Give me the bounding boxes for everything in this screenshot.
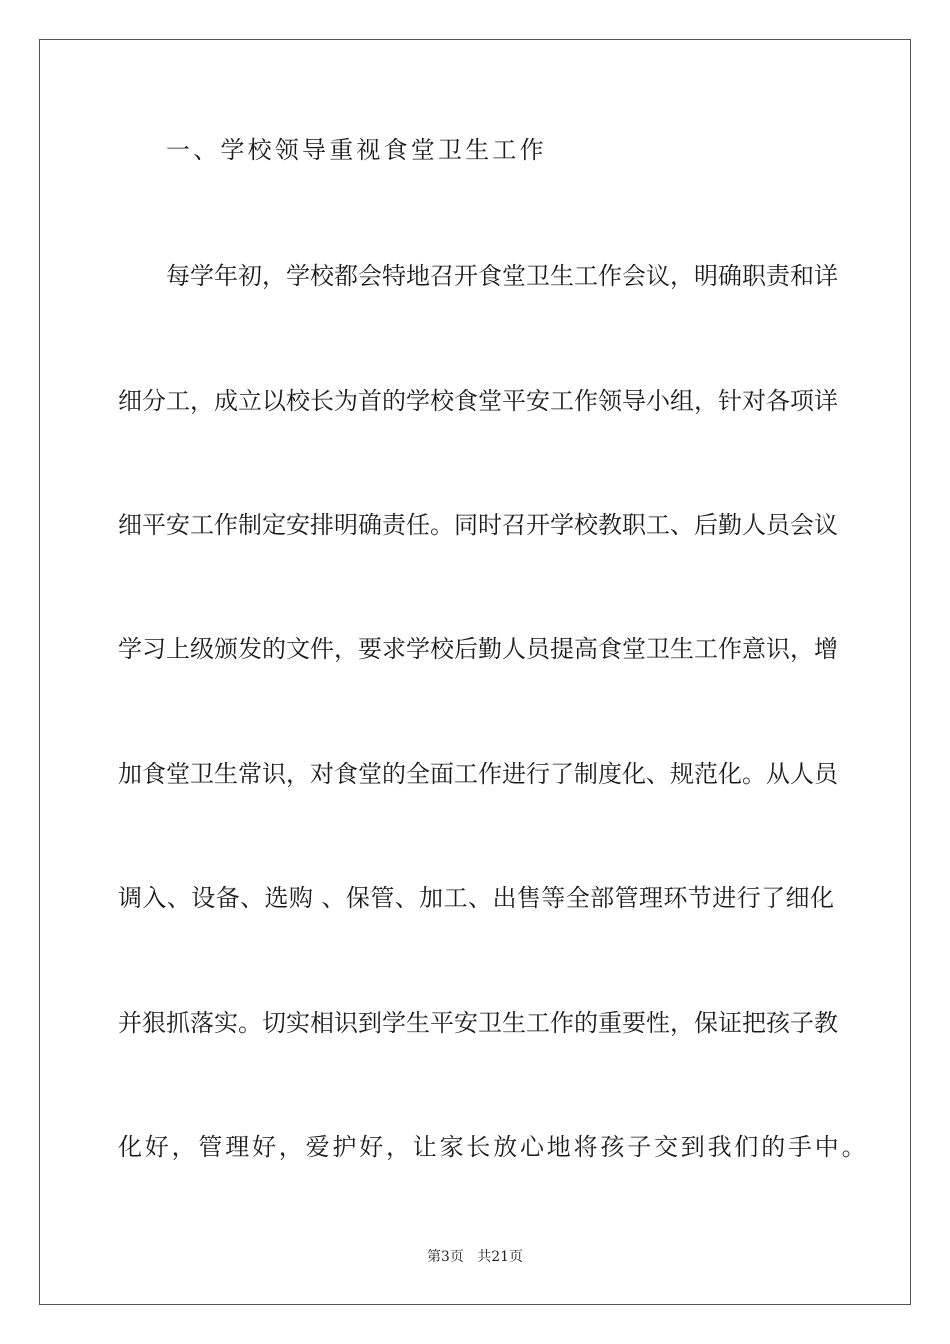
section-heading: 一、学校领导重视食堂卫生工作 xyxy=(166,136,547,164)
page-border xyxy=(39,39,911,1305)
page-number: 第3页 xyxy=(426,1249,464,1265)
paragraph-line: 并狠抓落实。切实相识到学生平安卫生工作的重要性，保证把孩子教 xyxy=(118,1009,838,1037)
paragraph-line: 细分工，成立以校长为首的学校食堂平安工作领导小组，针对各项详 xyxy=(118,387,838,415)
paragraph-line: 学习上级颁发的文件，要求学校后勤人员提高食堂卫生工作意识，增 xyxy=(118,635,838,663)
paragraph-line: 化好，管理好，爱护好，让家长放心地将孩子交到我们的手中。 xyxy=(118,1133,869,1161)
total-pages: 共21页 xyxy=(477,1249,524,1265)
page-footer xyxy=(0,1248,950,1266)
paragraph-line: 细平安工作制定安排明确责任。同时召开学校教职工、后勤人员会议 xyxy=(118,511,838,539)
paragraph-line: 调入、设备、选购 、保管、加工、出售等全部管理环节进行了细化 xyxy=(118,884,834,912)
paragraph-line: 加食堂卫生常识，对食堂的全面工作进行了制度化、规范化。从人员 xyxy=(118,760,838,788)
paragraph-line: 每学年初，学校都会特地召开食堂卫生工作会议，明确职责和详 xyxy=(166,262,838,290)
